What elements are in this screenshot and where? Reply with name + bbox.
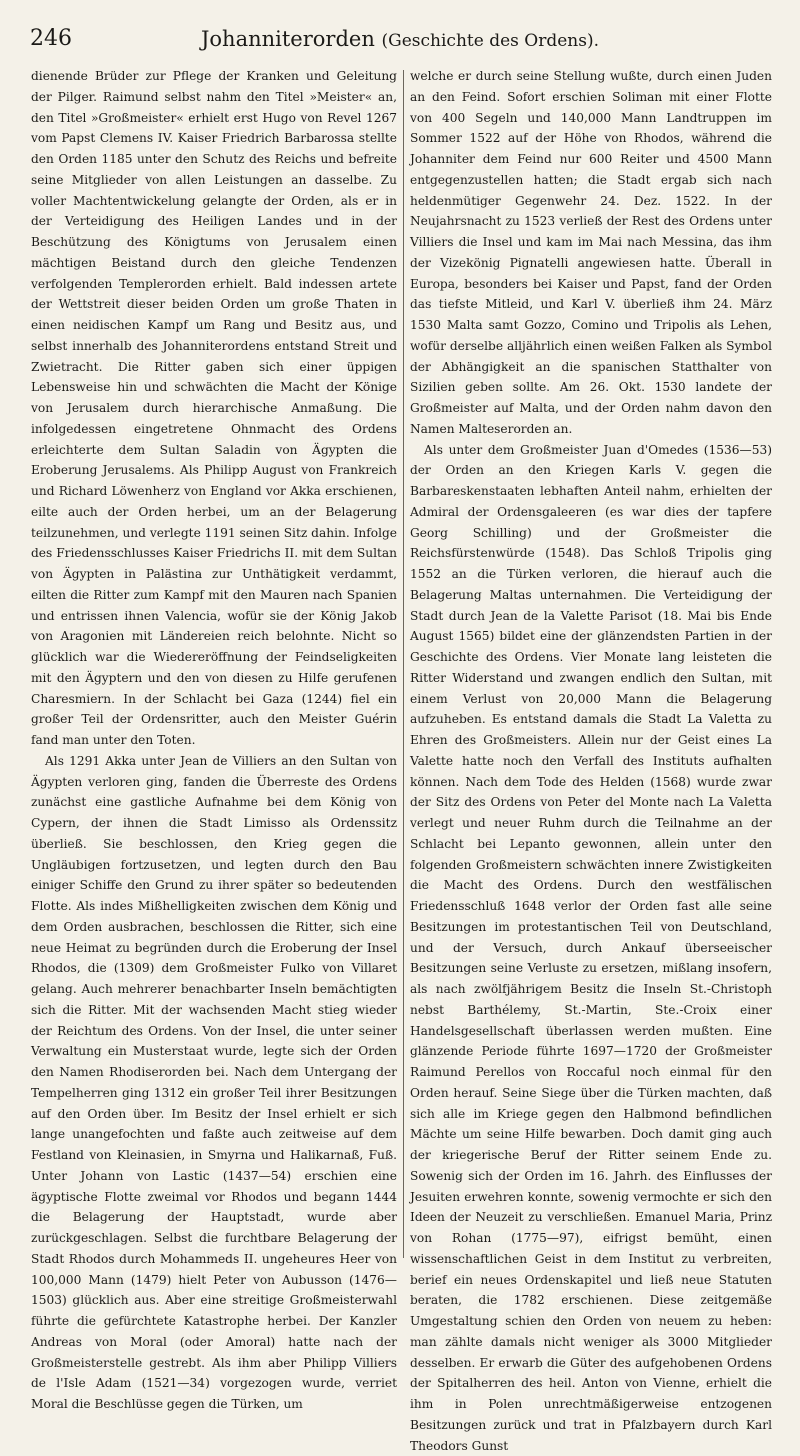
right-column	[410, 66, 772, 1261]
paragraph: welche er durch seine Stellung wußte, durch einen Juden an den Feind. Sofort erschien Soliman mit einer Flotte von 400 Segeln und 140,000 Mann Landtruppen im Sommer 1522 auf der Höhe von Rhodos, während die Johanniter dem Feind nur 600 Reiter und 4500 Mann entgegenzustellen hatten; die Stadt ergab sich nach heldenmütiger Gegenwehr 24. Dez. 1522. In der Neujahrsnacht zu 1523 verließ der Rest des Ordens unter Villiers die Insel und kam im Mai nach Messina, das ihm der Vizekönig Pignatelli angewiesen hatte. Überall in Europa, besonders bei Kaiser und Papst, fand der Orden das tiefste Mitleid, und Karl V. überließ ihm 24. März 1530 Malta samt Gozzo, Comino und Tripolis als Lehen, wofür derselbe alljährlich einen weißen Falken als Symbol der Abhängigkeit an die spanischen Statthalter von Sizilien geben sollte. Am 26. Okt. 1530 landete der Großmeister auf Malta, und der Orden nahm davon den Namen Malteserorden an.	[410, 66, 772, 440]
page-header	[30, 22, 770, 56]
left-column	[31, 66, 397, 1261]
running-head-subtitle: (Geschichte des Ordens).	[382, 31, 599, 51]
running-head	[30, 22, 770, 58]
page-number: 246	[30, 22, 72, 56]
paragraph: Als unter dem Großmeister Juan d'Omedes (1536—53) der Orden an den Kriegen Karls V. gegen die Barbareskenstaaten lebhaften Anteil nahm, erhielten der Admiral der Ordensgaleeren (es war dies der tapfere Georg Schilling) und der Großmeister die Reichsfürstenwürde (1548). Das Schloß Tripolis ging 1552 an die Türken verloren, die hierauf auch die Belagerung Maltas unternahmen. Die Verteidigung der Stadt durch Jean de la Valette Parisot (18. Mai bis Ende August 1565) bildet eine der glänzendsten Partien in der Geschichte des Ordens. Vier Monate lang leisteten die Ritter Widerstand und zwangen endlich den Sultan, mit einem Verlust von 20,000 Mann die Belagerung aufzuheben. Es entstand damals die Stadt La Valetta zu Ehren des Großmeisters. Allein nur der Geist eines La Valette hatte noch den Verfall des Instituts aufhalten können. Nach dem Tode des Helden (1568) wurde zwar der Sitz des Ordens von Peter del Monte nach La Valetta verlegt und neuer Ruhm durch die Teilnahme an der Schlacht bei Lepanto gewonnen, allein unter den folgenden Großmeistern schwächten innere Zwistigkeiten die Macht des Ordens. Durch den westfälischen Friedensschluß 1648 verlor der Orden fast alle seine Besitzungen im protestantischen Teil von Deutschland, und der Versuch, durch Ankauf überseeischer Besitzungen seine Verluste zu ersetzen, mißlang insofern, als nach zwölfjährigem Besitz die Inseln St.-Christoph nebst Barthélemy, St.-Martin, Ste.-Croix einer Handelsgesellschaft überlassen werden mußten. Eine glänzende Periode führte 1697—1720 der Großmeister Raimund Perellos von Roccaful noch einmal für den Orden herauf. Seine Siege über die Türken machten, daß sich alle im Kriege gegen den Halbmond befindlichen Mächte um seine Hilfe bewarben. Doch damit ging auch der kriegerische Beruf der Ritter seinem Ende zu. Sowenig sich der Orden im 16. Jahrh. des Einflusses der Jesuiten erwehren konnte, sowenig vermochte er sich den Ideen der Neuzeit zu verschließen. Emanuel Maria, Prinz von Rohan (1775—97), eifrigst bemüht, einen wissenschaftlichen Geist in dem Institut zu verbreiten, berief ein neues Ordenskapitel und ließ neue Statuten beraten, die 1782 erschienen. Diese zeitgemäße Umgestaltung schien den Orden von neuem zu heben: man zählte damals nicht weniger als 3000 Mitglieder desselben. Er erwarb die Güter des aufgehobenen Ordens der Spitalherren des heil. Anton von Vienne, erhielt die ihm in Polen unrechtmäßigerweise entzogenen Besitzungen zurück und trat in Pfalzbayern durch Karl Theodors Gunst	[410, 440, 772, 1456]
paragraph: Als 1291 Akka unter Jean de Villiers an den Sultan von Ägypten verloren ging, fanden die Überreste des Ordens zunächst eine gastliche Aufnahme bei dem König von Cypern, der ihnen die Stadt Limisso als Ordenssitz überließ. Sie beschlossen, den Krieg gegen die Ungläubigen fortzusetzen, und legten durch den Bau einiger Schiffe den Grund zu ihrer später so bedeutenden Flotte. Als indes Mißhelligkeiten zwischen dem König und dem Orden ausbrachen, beschlossen die Ritter, sich eine neue Heimat zu begründen durch die Eroberung der Insel Rhodos, die (1309) dem Großmeister Fulko von Villaret gelang. Auch mehrerer benachbarter Inseln bemächtigten sich die Ritter. Mit der wachsenden Macht stieg wieder der Reichtum des Ordens. Von der Insel, die unter seiner Verwaltung ein Musterstaat wurde, legte sich der Orden den Namen Rhodiserorden bei. Nach dem Untergang der Tempelherren ging 1312 ein großer Teil ihrer Besitzungen auf den Orden über. Im Besitz der Insel erhielt er sich lange unangefochten und faßte auch zeitweise auf dem Festland von Kleinasien, in Smyrna und Halikarnaß, Fuß. Unter Johann von Lastic (1437—54) erschien eine ägyptische Flotte zweimal vor Rhodos und begann 1444 die Belagerung der Hauptstadt, wurde aber zurückgeschlagen. Selbst die furchtbare Belagerung der Stadt Rhodos durch Mohammeds II. ungeheures Heer von 100,000 Mann (1479) hielt Peter von Aubusson (1476—1503) glücklich aus. Aber eine streitige Großmeisterwahl führte die gefürchtete Katastrophe herbei. Der Kanzler Andreas von Moral (oder Amoral) hatte nach der Großmeisterstelle gestrebt. Als ihm aber Philipp Villiers de l'Isle Adam (1521—34) vorgezogen wurde, verriet Moral die Beschlüsse gegen die Türken, um	[31, 751, 397, 1415]
column-divider	[403, 70, 404, 1258]
running-head-title: Johanniterorden	[201, 27, 375, 51]
paragraph: dienende Brüder zur Pflege der Kranken und Geleitung der Pilger. Raimund selbst nahm den Titel »Meister« an, den Titel »Großmeister« erhielt erst Hugo von Revel 1267 vom Papst Clemens IV. Kaiser Friedrich Barbarossa stellte den Orden 1185 unter den Schutz des Reichs und befreite seine Mitglieder von allen Leistungen an dasselbe. Zu voller Machtentwickelung gelangte der Orden, als er in der Verteidigung des Heiligen Landes und in der Beschützung des Königtums von Jerusalem einen mächtigen Beistand durch den gleiche Tendenzen verfolgenden Templerorden erhielt. Bald indessen artete der Wettstreit dieser beiden Orden um große Thaten in einen neidischen Kampf um Rang und Besitz aus, und selbst innerhalb des Johanniterordens entstand Streit und Zwietracht. Die Ritter gaben sich einer üppigen Lebensweise hin und schwächten die Macht der Könige von Jerusalem durch hierarchische Anmaßung. Die infolgedessen eingetretene Ohnmacht des Ordens erleichterte dem Sultan Saladin von Ägypten die Eroberung Jerusalems. Als Philipp August von Frankreich und Richard Löwenherz von England vor Akka erschienen, eilte auch der Orden herbei, um an der Belagerung teilzunehmen, und verlegte 1191 seinen Sitz dahin. Infolge des Friedensschlusses Kaiser Friedrichs II. mit dem Sultan von Ägypten in Palästina zur Unthätigkeit verdammt, eilten die Ritter zum Kampf mit den Mauren nach Spanien und entrissen ihnen Valencia, wofür sie der König Jakob von Aragonien mit Ländereien reich belohnte. Nicht so glücklich war die Wiedereröffnung der Feindseligkeiten mit den Ägyptern und den von diesen zu Hilfe gerufenen Charesmiern. In der Schlacht bei Gaza (1244) fiel ein großer Teil der Ordensritter, auch den Meister Guérin fand man unter den Toten.	[31, 66, 397, 751]
